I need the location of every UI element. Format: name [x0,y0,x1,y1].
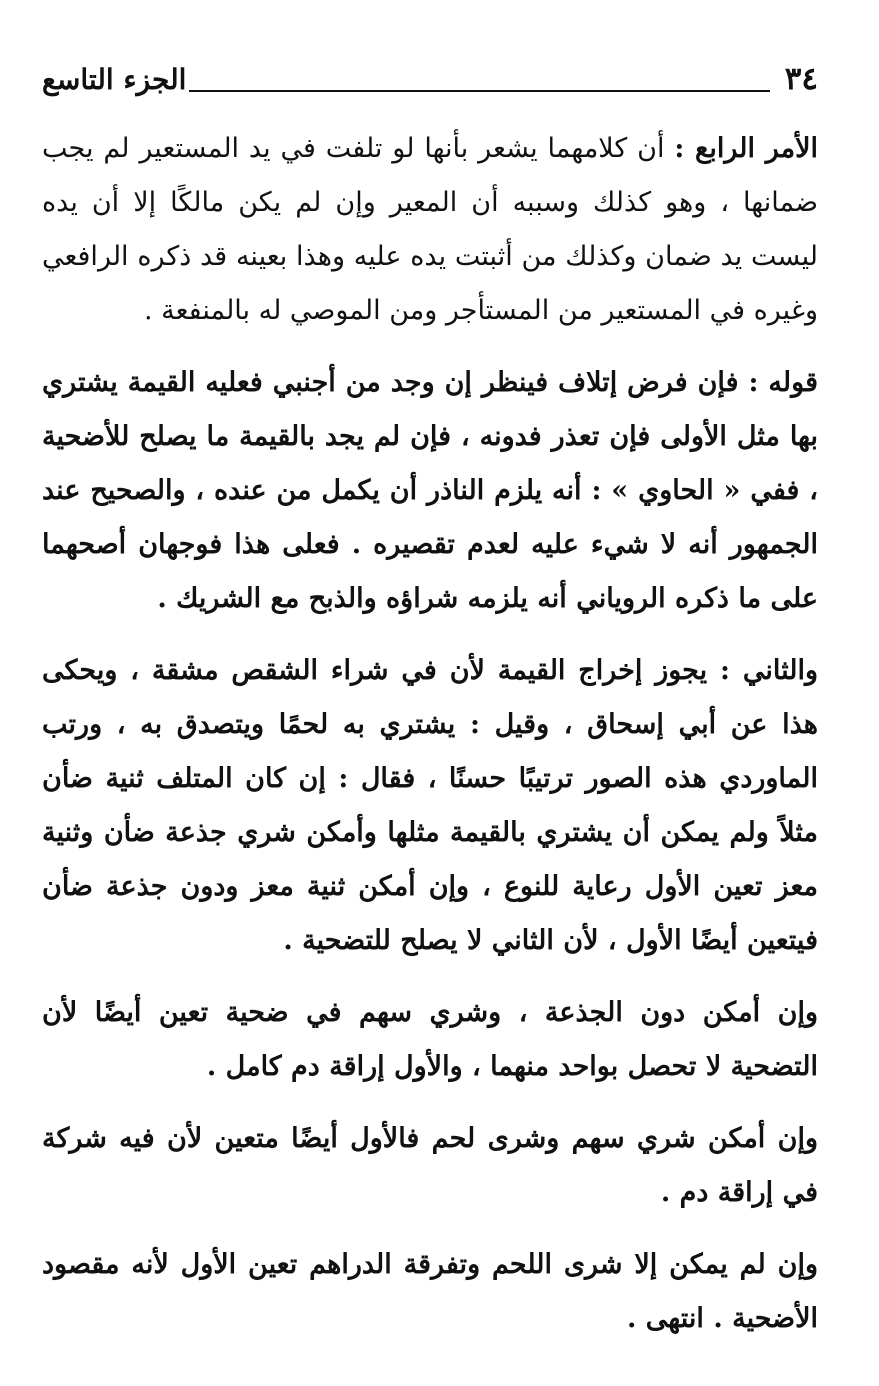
book-page [42,58,818,1346]
running-title: الجزء التاسع [42,63,187,96]
page-header [42,58,818,118]
paragraph-1-lead: الأمر الرابع : [674,133,818,164]
paragraph-2: قوله : فإن فرض إتلاف فينظر إن وجد من أجنبي فعليه القيمة يشتري بها مثل الأولى فإن تعذر فدونه ، فإن لم يجد بالقيمة ما يصلح للأضحية ، ففي « الحاوي » : أنه يلزم الناذر أن يكمل من عنده ، والصحيح عند الجمهور أنه لا شيء عليه لعدم تقصيره . فعلى هذا فوجهان أصحهما على ما ذكره الروياني أنه يلزمه شراؤه والذبح مع الشريك . [42,367,819,614]
paragraph-3: والثاني : يجوز إخراج القيمة لأن في شراء الشقص مشقة ، ويحكى هذا عن أبي إسحاق ، وقيل : يشتري به لحمًا ويتصدق به ، ورتب الماوردي هذه الصور ترتيبًا حسنًا ، فقال : إن كان المتلف ثنية ضأن مثلاً ولم يمكن أن يشتري بالقيمة مثلها وأمكن شري جذعة ضأن وثنية معز تعين الأول رعاية للنوع ، وإن أمكن ثنية معز ودون جذعة ضأن فيتعين أيضًا الأول ، لأن الثاني لا يصلح للتضحية . [42,655,818,956]
paragraph-1 [42,122,818,338]
header-rule [189,90,770,92]
paragraph-4: وإن أمكن دون الجذعة ، وشري سهم في ضحية تعين أيضًا لأن التضحية لا تحصل بواحد منهما ، والأول إراقة دم كامل . [42,997,818,1082]
paragraph-6: وإن لم يمكن إلا شرى اللحم وتفرقة الدراهم تعين الأول لأنه مقصود الأضحية . انتهى . [42,1249,818,1334]
paragraph-5: وإن أمكن شري سهم وشرى لحم فالأول أيضًا متعين لأن فيه شركة في إراقة دم . [42,1123,818,1208]
paragraph-1-text: أن كلامهما يشعر بأنها لو تلفت في يد المستعير لم يجب ضمانها ، وهو كذلك وسببه أن المعير وإن لم يكن مالكًا إلا أن يده ليست يد ضمان وكذلك من أثبتت يده عليه وهذا بعينه قد ذكره الرافعي وغيره في المستعير من المستأجر ومن الموصي له بالمنفعة . [42,133,818,326]
page-number: ٣٤ [784,61,818,97]
